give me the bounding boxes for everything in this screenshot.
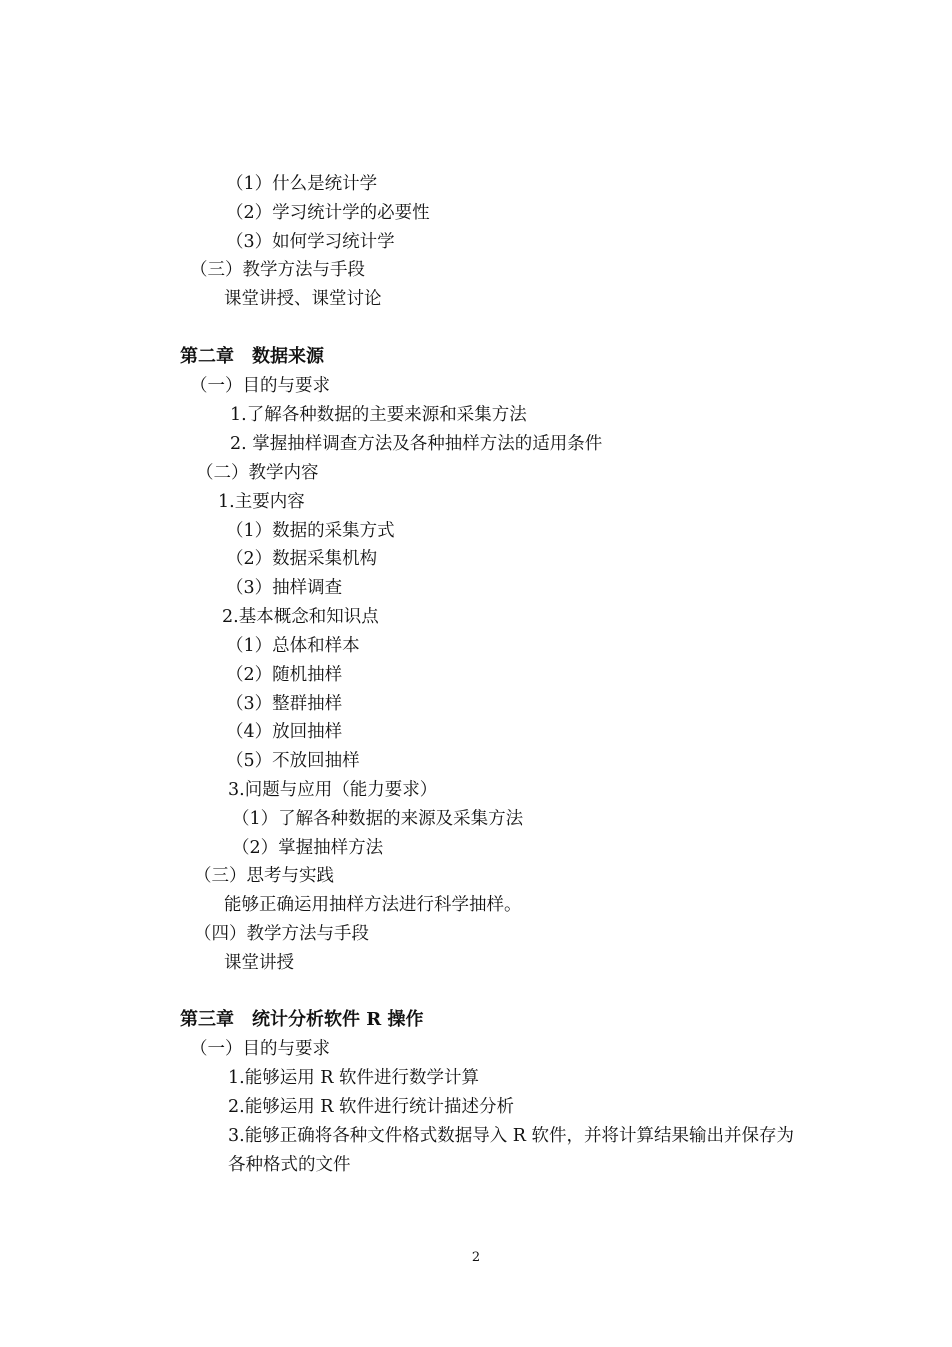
text-line: 各种格式的文件 — [228, 1155, 351, 1175]
text-line: （2）学习统计学的必要性 — [226, 203, 430, 223]
text-line: 1.了解各种数据的主要来源和采集方法 — [230, 405, 527, 425]
page-number: 2 — [471, 1250, 481, 1265]
text-line: 2.能够运用 R 软件进行统计描述分析 — [228, 1097, 514, 1117]
section-heading: （三）教学方法与手段 — [190, 260, 365, 280]
text-line: （2）数据采集机构 — [226, 549, 378, 569]
text-line: 能够正确运用抽样方法进行科学抽样。 — [224, 895, 522, 915]
section-heading: （一）目的与要求 — [190, 1039, 330, 1059]
text-line: 3.能够正确将各种文件格式数据导入 R 软件，并将计算结果输出并保存为 — [228, 1126, 794, 1146]
text-line: 1.能够运用 R 软件进行数学计算 — [228, 1068, 479, 1088]
text-line: 课堂讲授 — [224, 953, 294, 973]
text-line: （1）什么是统计学 — [226, 174, 378, 194]
text-line: （2）掌握抽样方法 — [232, 838, 384, 858]
text-line: （3）整群抽样 — [226, 694, 343, 714]
chapter-title: 第三章 统计分析软件 R 操作 — [180, 1009, 424, 1030]
text-line: 2. 掌握抽样调查方法及各种抽样方法的适用条件 — [230, 434, 603, 454]
text-line: 3.问题与应用（能力要求） — [228, 780, 438, 800]
text-line: （3）如何学习统计学 — [226, 232, 395, 252]
text-line: 1.主要内容 — [218, 492, 305, 512]
section-heading: （三）思考与实践 — [194, 866, 334, 886]
text-line: （4）放回抽样 — [226, 722, 343, 742]
text-line: （2）随机抽样 — [226, 665, 343, 685]
text-line: 2.基本概念和知识点 — [222, 607, 379, 627]
text-line: （3）抽样调查 — [226, 578, 343, 598]
section-heading: （一）目的与要求 — [190, 376, 330, 396]
text-line: （1）了解各种数据的来源及采集方法 — [232, 809, 524, 829]
chapter-title: 第二章 数据来源 — [180, 346, 324, 367]
text-line: （1）数据的采集方式 — [226, 521, 395, 541]
section-heading: （二）教学内容 — [196, 463, 319, 483]
text-line: （1）总体和样本 — [226, 636, 360, 656]
text-line: （5）不放回抽样 — [226, 751, 360, 771]
text-line: 课堂讲授、课堂讨论 — [224, 289, 382, 309]
section-heading: （四）教学方法与手段 — [194, 924, 369, 944]
